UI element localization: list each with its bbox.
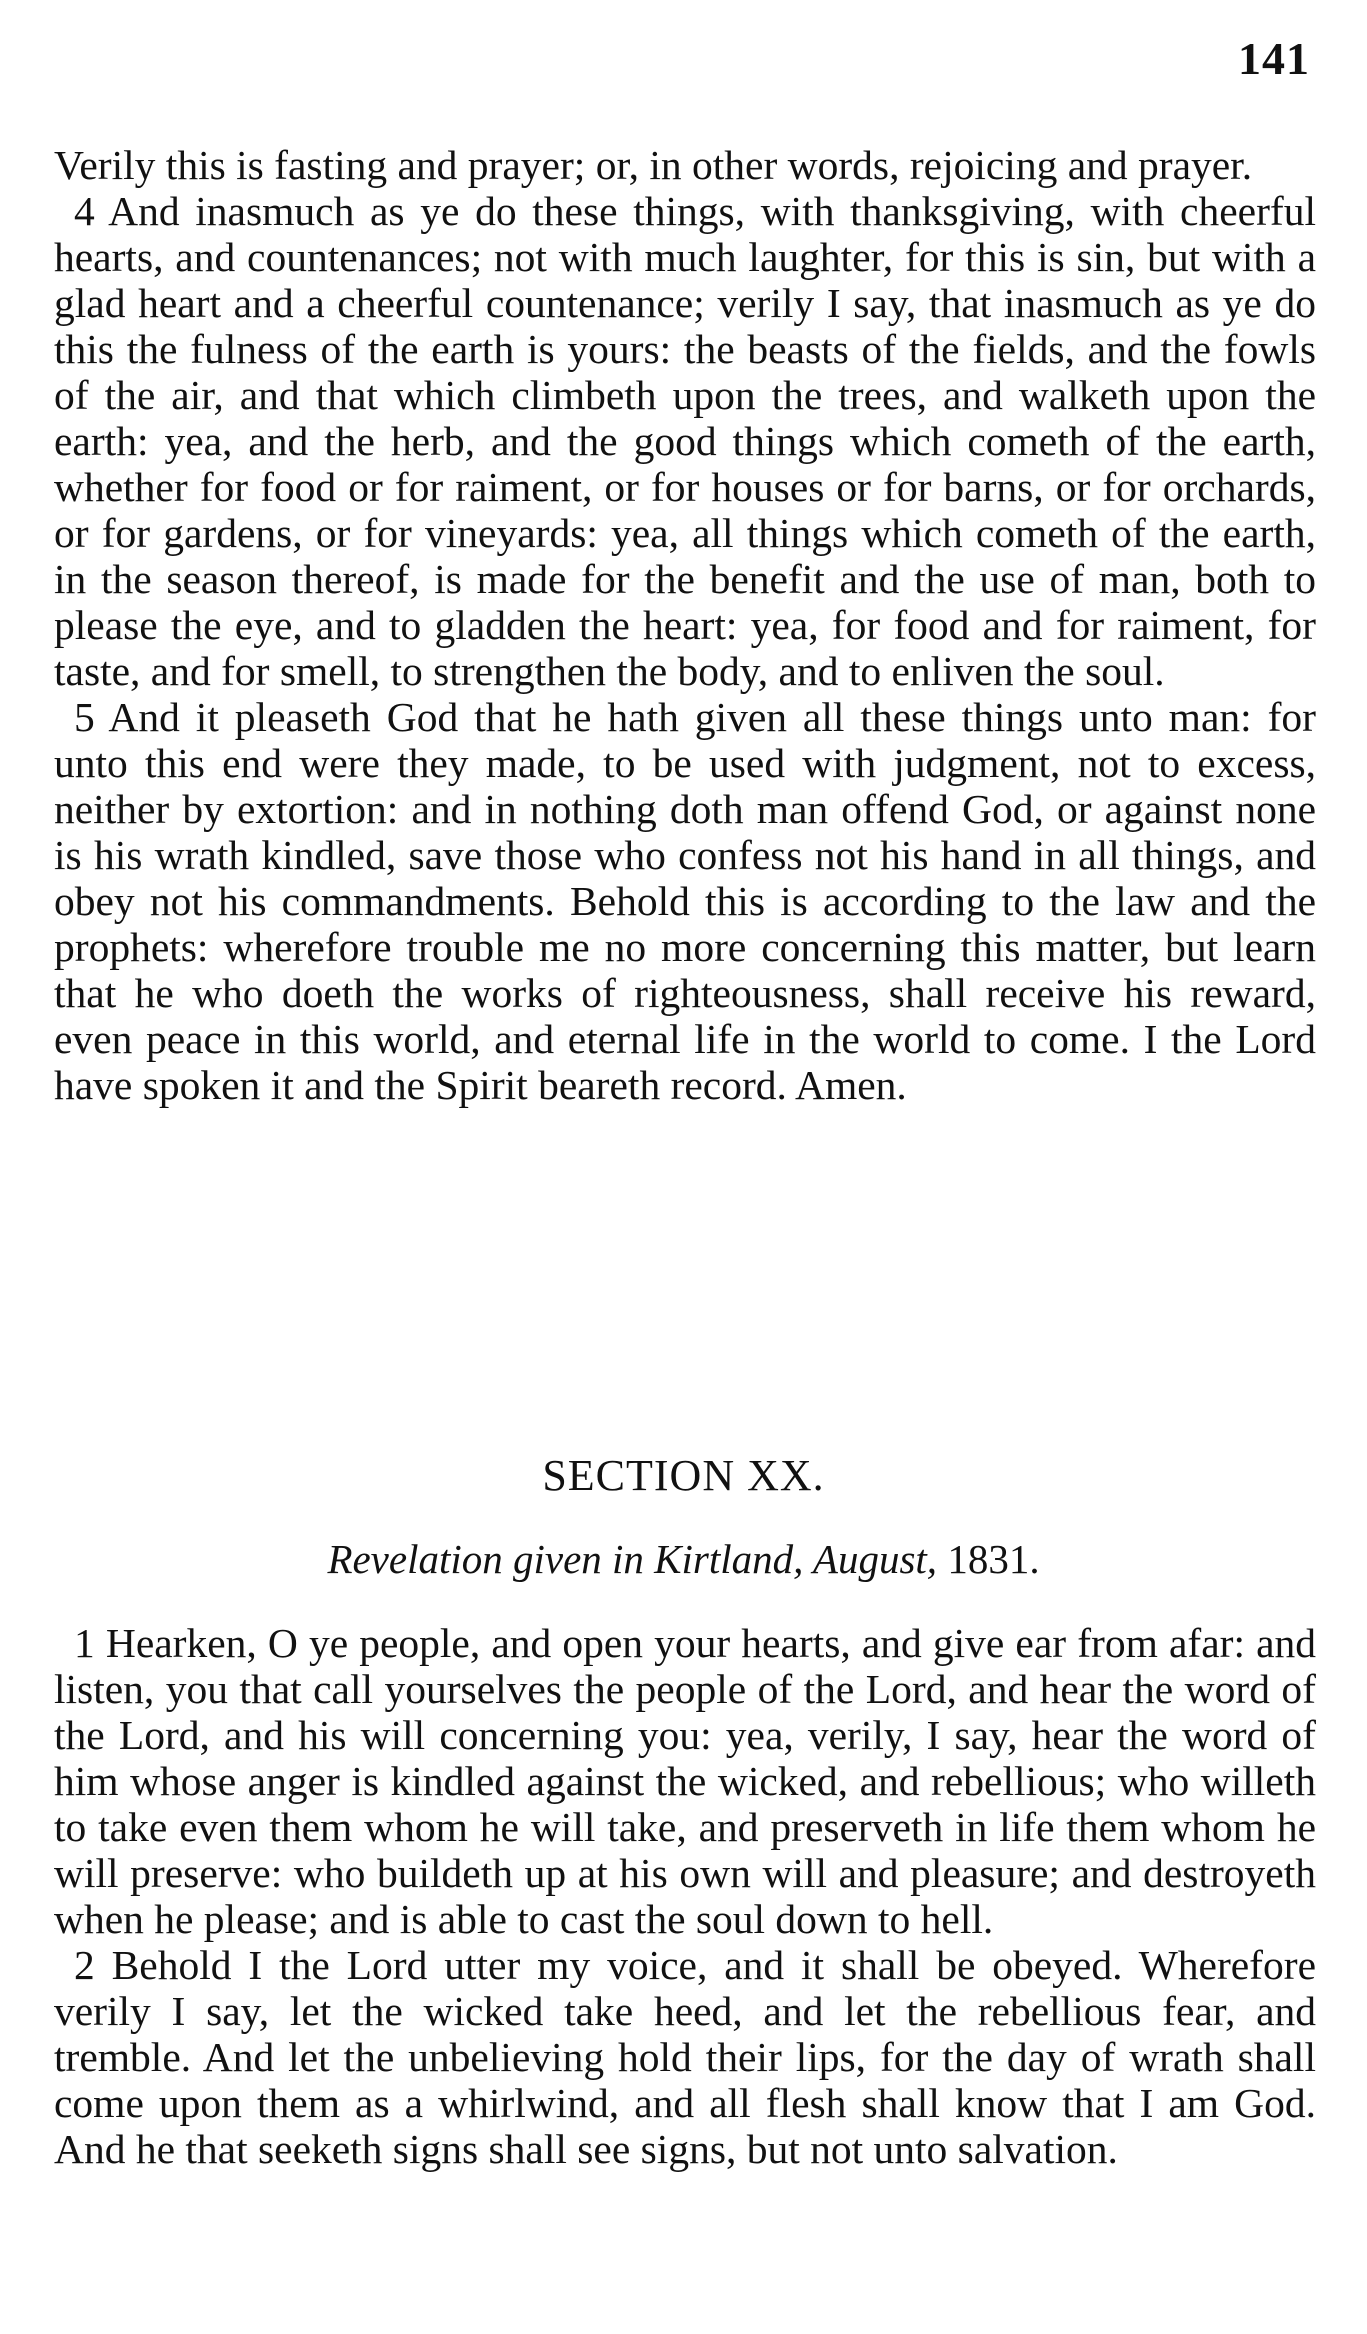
verse-5: 5 And it pleaseth God that he hath given all these things unto man: for unto this end were they made, to be used with judgment, not to excess, neither by extortion: and in nothing doth man offend God, or against none is his wrath kindled, save those who confess not his hand in all things, and obey not his commandments. Behold this is according to the law and the prophets: wherefore trouble me no more concerning this matter, but learn that he who doeth the works of righteousness, shall receive his reward, even peace in this world, and eternal life in the world to come. I the Lord have spoken it and the Spirit beareth record. Amen. xyxy=(54,694,1316,1108)
section-subtitle-italic: Revelation given in Kirtland, August, xyxy=(327,1536,938,1582)
section-subtitle xyxy=(0,1535,1367,1583)
verse-2: 2 Behold I the Lord utter my voice, and it shall be obeyed. Wherefore verily I say, let the wicked take heed, and let the rebellious fear, and tremble. And let the unbelieving hold their lips, for the day of wrath shall come upon them as a whirlwind, and all flesh shall know that I am God. And he that seeketh signs shall see signs, but not unto salvation. xyxy=(54,1942,1316,2172)
verse-1: 1 Hearken, O ye people, and open your hearts, and give ear from afar: and listen, you that call yourselves the people of the Lord, and hear the word of the Lord, and his will concerning you: yea, verily, I say, hear the word of him whose anger is kindled against the wicked, and rebellious; who willeth to take even them whom he will take, and preserveth in life them whom he will preserve: who buildeth up at his own will and pleasure; and destroyeth when he please; and is able to cast the soul down to hell. xyxy=(54,1620,1316,1942)
bottom-text-block xyxy=(54,1620,1316,2172)
paragraph-continuation: Verily this is fasting and prayer; or, in other words, rejoicing and prayer. xyxy=(54,142,1253,188)
page-number: 141 xyxy=(1238,33,1310,84)
section-subtitle-year: 1831. xyxy=(937,1536,1040,1582)
section-title: SECTION XX. xyxy=(542,1451,825,1500)
verse-4: 4 And inasmuch as ye do these things, with thanksgiving, with cheerful hearts, and countenances; not with much laughter, for this is sin, but with a glad heart and a cheerful countenance; verily I say, that inasmuch as ye do this the fulness of the earth is yours: the beasts of the fields, and the fowls of the air, and that which climbeth upon the trees, and walketh upon the earth: yea, and the herb, and the good things which cometh of the earth, whether for food or for raiment, or for houses or for barns, or for orchards, or for gardens, or for vineyards: yea, all things which cometh of the earth, in the season thereof, is made for the benefit and the use of man, both to please the eye, and to gladden the heart: yea, for food and for raiment, for taste, and for smell, to strengthen the body, and to enliven the soul. xyxy=(54,188,1316,694)
top-text-block xyxy=(54,142,1316,1108)
